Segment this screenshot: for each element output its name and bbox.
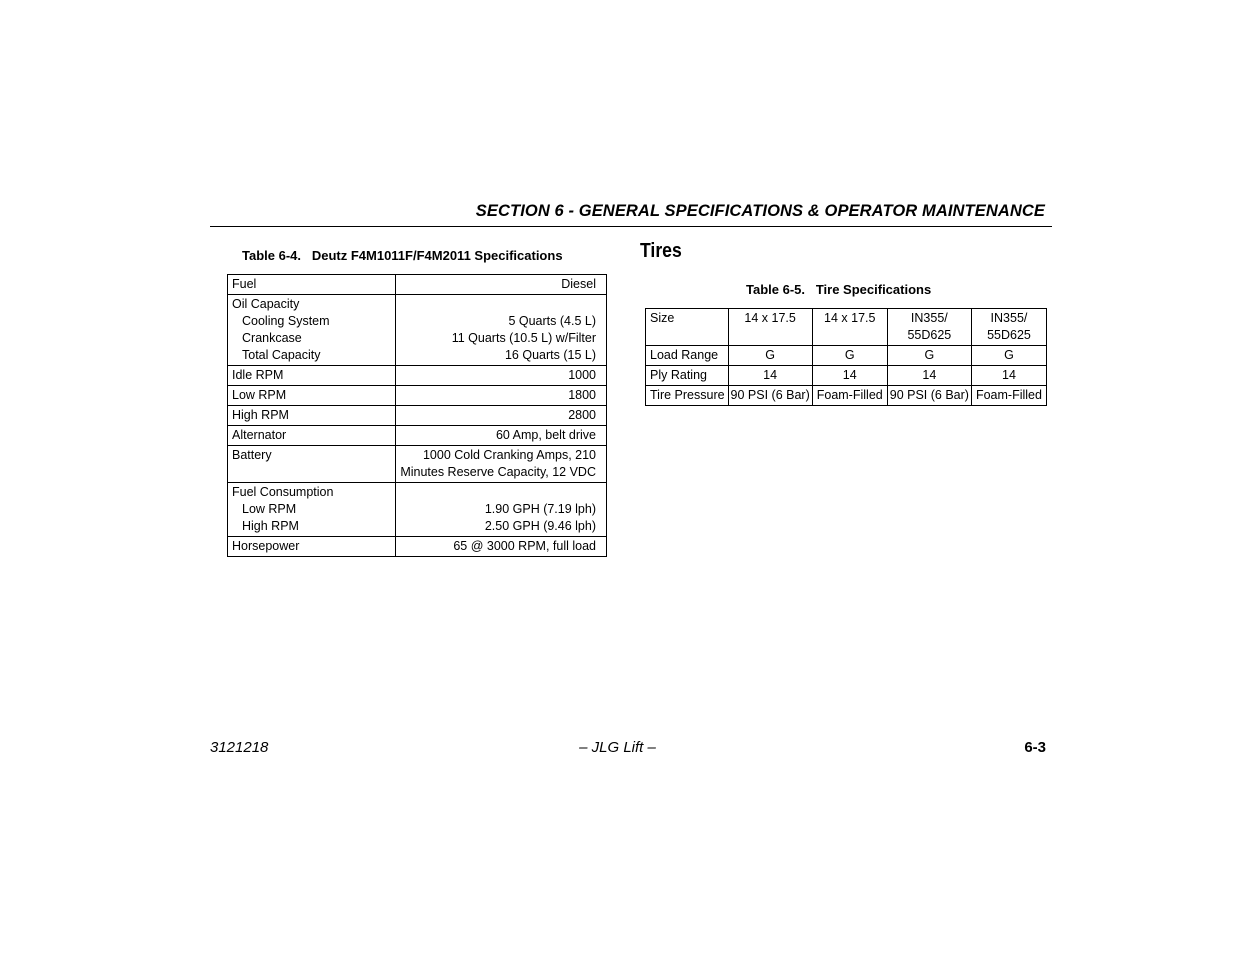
table-row <box>228 406 607 426</box>
row-label: Ply Rating <box>646 366 729 386</box>
table-cell: 14 <box>728 366 812 386</box>
row-label: Fuel Consumption Low RPM High RPM <box>228 483 396 537</box>
row-label: Idle RPM <box>228 366 396 386</box>
table-cell: 14 <box>971 366 1046 386</box>
table-row <box>228 446 607 483</box>
table-row <box>228 483 607 537</box>
row-value: 1000 Cold Cranking Amps, 210 Minutes Reserve Capacity, 12 VDC <box>396 446 607 483</box>
table-row <box>646 309 1047 346</box>
row-label: Tire Pressure <box>646 386 729 406</box>
table-cell: G <box>728 346 812 366</box>
table-row <box>228 386 607 406</box>
table-cell: IN355/ 55D625 <box>887 309 971 346</box>
table-row <box>646 346 1047 366</box>
row-label: Oil Capacity Cooling System Crankcase Total Capacity <box>228 295 396 366</box>
table-cell: IN355/ 55D625 <box>971 309 1046 346</box>
table-cell: 14 x 17.5 <box>728 309 812 346</box>
row-label: Battery <box>228 446 396 483</box>
row-label: High RPM <box>228 406 396 426</box>
table-row <box>228 537 607 557</box>
row-value: 2800 <box>396 406 607 426</box>
table-row <box>228 366 607 386</box>
header-rule <box>210 226 1052 227</box>
table-cell: 14 <box>812 366 887 386</box>
row-value: 60 Amp, belt drive <box>396 426 607 446</box>
tire-table-caption: Table 6-5. Tire Specifications <box>746 282 932 297</box>
row-label: Size <box>646 309 729 346</box>
row-label: Horsepower <box>228 537 396 557</box>
footer-center: – JLG Lift – <box>579 739 656 756</box>
table-cell: G <box>887 346 971 366</box>
row-value: 1.90 GPH (7.19 lph) 2.50 GPH (9.46 lph) <box>396 483 607 537</box>
row-value: 5 Quarts (4.5 L) 11 Quarts (10.5 L) w/Filter 16 Quarts (15 L) <box>396 295 607 366</box>
engine-table-caption: Table 6-4. Deutz F4M1011F/F4M2011 Specifications <box>242 248 563 263</box>
row-label: Load Range <box>646 346 729 366</box>
row-value: 65 @ 3000 RPM, full load <box>396 537 607 557</box>
row-value: 1000 <box>396 366 607 386</box>
table-cell: G <box>971 346 1046 366</box>
table-row <box>228 426 607 446</box>
row-value: Diesel <box>396 275 607 295</box>
table-cell: 14 <box>887 366 971 386</box>
table-cell: 90 PSI (6 Bar) <box>887 386 971 406</box>
row-label: Fuel <box>228 275 396 295</box>
table-row <box>228 295 607 366</box>
table-cell: 14 x 17.5 <box>812 309 887 346</box>
row-label: Low RPM <box>228 386 396 406</box>
table-row <box>646 386 1047 406</box>
row-value: 1800 <box>396 386 607 406</box>
tire-spec-table <box>645 308 1047 406</box>
table-row <box>646 366 1047 386</box>
row-label: Alternator <box>228 426 396 446</box>
section-title: SECTION 6 - GENERAL SPECIFICATIONS & OPERATOR MAINTENANCE <box>475 202 1045 220</box>
engine-spec-table <box>227 274 607 557</box>
table-cell: 90 PSI (6 Bar) <box>728 386 812 406</box>
tires-heading: Tires <box>640 240 682 262</box>
table-row <box>228 275 607 295</box>
table-cell: Foam-Filled <box>971 386 1046 406</box>
table-cell: G <box>812 346 887 366</box>
document-number: 3121218 <box>210 739 269 756</box>
table-cell: Foam-Filled <box>812 386 887 406</box>
page-number: 6-3 <box>1024 739 1046 756</box>
